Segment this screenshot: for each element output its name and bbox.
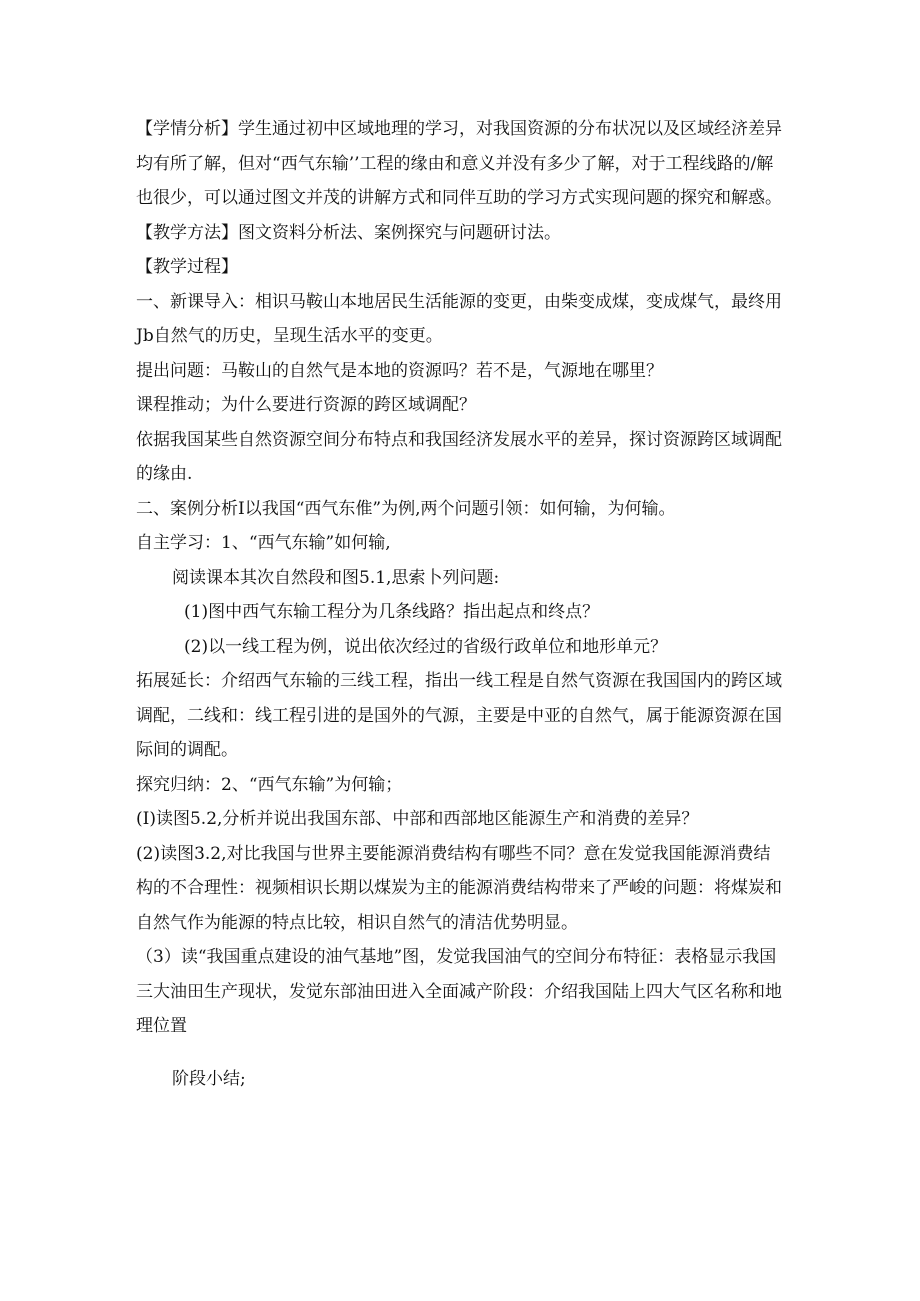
- paragraph-case-analysis: 二、案例分析I以我国“西气东倠”为例,两个问题引领：如何输，为何输。: [136, 498, 676, 519]
- paragraph-course-advance: 课程推动；为什么要进行资源的跨区域调配？: [136, 395, 476, 415]
- paragraph-teaching-process-heading: 【教学过程】: [136, 257, 238, 277]
- paragraph-new-lesson-intro: 一、新课导入：相识马鞍山本地居民生活能源的变更，由柴变成煤，变成煤气，最终用Jb自然气的历史，呈现生活水平的变更。: [136, 291, 782, 346]
- paragraph-inquiry: 探究归纳：2、“西气东输”为何输；: [136, 774, 403, 795]
- paragraph-question-2: (2)以一线工程为例，说出依次经过的省级行政单位和地形单元？: [184, 636, 668, 657]
- paragraph-item-2: (2)读图3.2,对比我国与世界主要能源消费结构有哪些不同？意在发觉我国能源消费结构的不合理性：视频相识长期以煤炭为主的能源消费结构带来了严峻的问题：将煤炭和自然气作为能源的特点比较，相识自然气的清洁优势明显。: [136, 843, 782, 933]
- paragraph-item-3: （3）读“我国重点建设的油气基地”图，发觉我国油气的空间分布特征：表格显示我国三大油田生产现状，发觉东部油田进入全面减产阶段：介绍我国陆上四大气区名称和地理位置: [136, 947, 782, 1036]
- paragraph-self-study: 自主学习：1、“西气东输”如何输,: [136, 533, 391, 553]
- paragraph-stage-summary: 阶段小结;: [172, 1068, 246, 1089]
- paragraph-question: 提出问题：马鞍山的自然气是本地的资源吗？若不是，气源地在哪里？: [136, 360, 663, 381]
- paragraph-basis: 依据我国某些自然资源空间分布特点和我国经济发展水平的差异，探讨资源跨区域调配的缘由.: [136, 429, 782, 484]
- spacer: [136, 1044, 786, 1062]
- paragraph-extension: 拓展延长：介绍西气东输的三线工程，指出一线工程是自然气资源在我国国内的跨区域调配，二线和：线工程引进的是国外的气源，主要是中亚的自然气，属于能源资源在国际间的调配。: [136, 671, 782, 760]
- paragraph-reading-task: 阅读课本其次自然段和图5.1,思索卜列问题:: [172, 567, 500, 588]
- paragraph-learning-analysis: 【学情分析】学生通过初中区域地理的学习，对我国资源的分布状况以及区域经济差异均有所了解，但对“西气东输’’工程的缘由和意义并没有多少了解，对于工程线路的/解也很少，可以通过图文并茂的讲解方式和同伴互助的学习方式实现问题的探究和解惑。: [136, 119, 782, 208]
- paragraph-item-1: (I)读图5.2,分析并说出我国东部、中部和西部地区能源生产和消费的差异？: [136, 809, 699, 829]
- paragraph-teaching-method: 【教学方法】图文资料分析法、案例探究与问题研讨法。: [136, 222, 561, 243]
- paragraph-question-1: (1)图中西气东输工程分为几条线路？指出起点和终点？: [184, 602, 600, 622]
- document-page: [136, 112, 786, 1096]
